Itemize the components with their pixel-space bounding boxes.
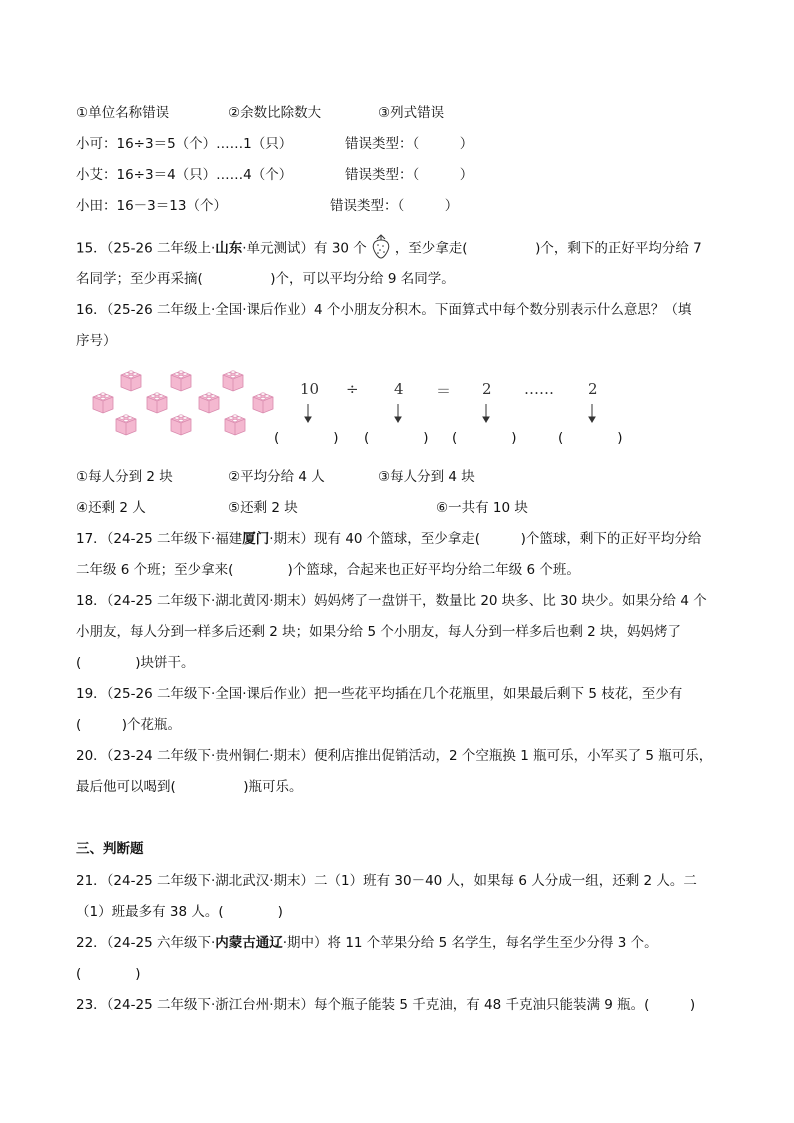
question-15-line2: 名同学；至少再采摘( )个，可以平均分给 9 名同学。 — [76, 271, 455, 287]
equation-divide-sign: ÷ — [346, 380, 359, 398]
error-option-1: ①单位名称错误 — [76, 105, 170, 121]
option-6: ⑥一共有 10 块 — [436, 500, 528, 516]
question-20-line2: 最后他可以喝到( )瓶可乐。 — [76, 779, 303, 795]
error-item-1: 小可：16÷3＝5（个）……1（只） — [76, 136, 293, 152]
error-item-2: 小艾：16÷3＝4（只）……4（个） — [76, 167, 293, 183]
section-title: 三、判断题 — [76, 841, 144, 857]
question-18-line2: 小朋友，每人分到一样多后还剩 2 块；如果分给 5 个小朋友，每人分到一样多后也剩 2 块，妈妈烤了 — [76, 624, 682, 640]
error-option-2: ②余数比除数大 — [228, 105, 322, 121]
option-2: ②平均分给 4 人 — [228, 469, 325, 485]
question-18-line3: ( )块饼干。 — [76, 655, 195, 671]
question-16-line1: 16．（25-26 二年级上·全国·课后作业）4 个小朋友分积木。下面算式中每个数分别表示什么意思？（填 — [76, 302, 692, 318]
question-16-line2: 序号） — [76, 333, 117, 349]
option-5: ⑤还剩 2 块 — [228, 500, 298, 516]
question-19-line1: 19．（25-26 二年级下·全国·课后作业）把一些花平均插在几个花瓶里，如果最后剩下 5 枝花，至少有 — [76, 686, 683, 702]
question-23-line1: 23．（24-25 二年级下·浙江台州·期末）每个瓶子能装 5 千克油，有 48 千克油只能装满 9 瓶。( ) — [76, 997, 696, 1013]
option-4: ④还剩 2 人 — [76, 500, 146, 516]
question-21-line1: 21．（24-25 二年级下·湖北武汉·期末）二（1）班有 30－40 人，如果每 6 人分成一组，还剩 2 人。二 — [76, 873, 697, 889]
blank-divisor[interactable]: ( ) — [364, 430, 429, 446]
question-22-line1: 22．（24-25 六年级下·内蒙古通辽·期中）将 11 个苹果分给 5 名学生，每名学生至少分得 3 个。 — [76, 935, 658, 951]
error-item-2-label: 错误类型：（ ） — [345, 167, 474, 183]
question-17-line1: 17．（24-25 二年级下·福建厦门·期末）现有 40 个篮球，至少拿走( )个篮球，剩下的正好平均分给 — [76, 531, 702, 547]
question-19-line2: ( )个花瓶。 — [76, 717, 182, 733]
question-21-line2: （1）班最多有 38 人。( ) — [76, 904, 283, 920]
option-1: ①每人分到 2 块 — [76, 469, 173, 485]
equation-quotient: 2 — [482, 380, 492, 398]
equation-equals: ＝ — [436, 382, 452, 400]
equation-divisor: 4 — [394, 380, 404, 398]
question-17-line2: 二年级 6 个班；至少拿来( )个篮球，合起来也正好平均分给二年级 6 个班。 — [76, 562, 580, 578]
equation-dividend: 10 — [300, 380, 320, 398]
question-22-line2: ( ) — [76, 966, 141, 982]
option-3: ③每人分到 4 块 — [378, 469, 475, 485]
equation-remainder: 2 — [588, 380, 598, 398]
error-item-1-label: 错误类型：（ ） — [345, 136, 474, 152]
blank-dividend[interactable]: ( ) — [274, 430, 339, 446]
question-18-line1: 18．（24-25 二年级下·湖北黄冈·期末）妈妈烤了一盘饼干，数量比 20 块多、比 30 块少。如果分给 4 个 — [76, 593, 707, 609]
question-15-line1: 15．（25-26 二年级上·山东·单元测试）有 30 个 ，至少拿走( )个，剩下的正好平均分给 7 — [76, 233, 702, 264]
blank-remainder[interactable]: ( ) — [558, 430, 623, 446]
equation-ellipsis: …… — [524, 380, 554, 398]
error-option-3: ③列式错误 — [378, 105, 445, 121]
error-item-3: 小田：16－3＝13（个） — [76, 198, 227, 214]
blank-quotient[interactable]: ( ) — [452, 430, 517, 446]
error-item-3-label: 错误类型：（ ） — [330, 198, 459, 214]
question-20-line1: 20．（23-24 二年级下·贵州铜仁·期末）便利店推出促销活动，2 个空瓶换 1 瓶可乐，小军买了 5 瓶可乐， — [76, 748, 713, 764]
